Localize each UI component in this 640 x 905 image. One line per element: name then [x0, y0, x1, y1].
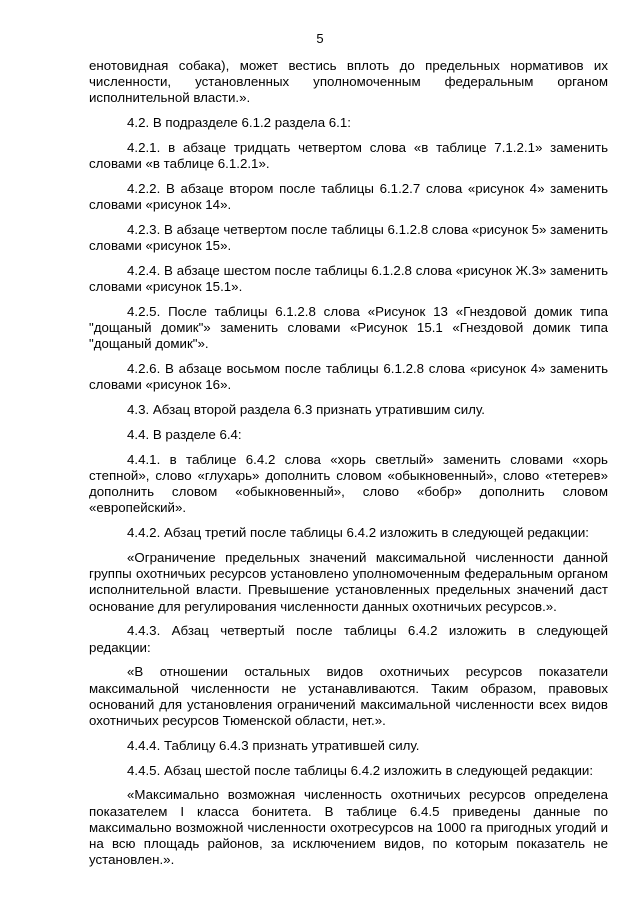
page-number: 5 — [316, 31, 324, 46]
paragraph-4-2-4: 4.2.4. В абзаце шестом после таблицы 6.1.2.8 слова «рисунок Ж.3» заменить словами «рисунок 15.1». — [89, 263, 608, 295]
paragraph-4-2-2: 4.2.2. В абзаце втором после таблицы 6.1.2.7 слова «рисунок 4» заменить словами «рисунок 14». — [89, 181, 608, 213]
paragraph-4-2-3: 4.2.3. В абзаце четвертом после таблицы 6.1.2.8 слова «рисунок 5» заменить словами «рисунок 15». — [89, 222, 608, 254]
paragraph-4-2-5: 4.2.5. После таблицы 6.1.2.8 слова «Рисунок 13 «Гнездовой домик типа "дощаный домик"» заменить словами «Рисунок 15.1 «Гнездовой домик типа "дощаный домик"». — [89, 304, 608, 352]
paragraph-4-4-4: 4.4.4. Таблицу 6.4.3 признать утратившей силу. — [127, 737, 420, 753]
quote-4-4-3: «В отношении остальных видов охотничьих ресурсов показатели максимальной численности не устанавливаются. Таким образом, правовых оснований для установления ограничений максимальной численности всех видов охотничьих ресурсов Тюменской области, нет.». — [89, 664, 608, 729]
paragraph-4-4: 4.4. В разделе 6.4: — [127, 427, 242, 442]
paragraph-continuation: енотовидная собака), может вестись вплоть до предельных нормативов их численности, установленных уполномоченным федеральным органом исполнительной власти.». — [89, 58, 608, 106]
paragraph-4-4-1: 4.4.1. в таблице 6.4.2 слова «хорь светлый» заменить словами «хорь степной», слово «глухарь» дополнить словом «обыкновенный», слово «тетерев» дополнить словом «обыкновенный», слово «бобр» дополнить словом «европейский». — [89, 451, 608, 516]
paragraph-4-4-5: 4.4.5. Абзац шестой после таблицы 6.4.2 изложить в следующей редакции: — [127, 762, 594, 778]
paragraph-4-4-2: 4.4.2. Абзац третий после таблицы 6.4.2 изложить в следующей редакции: — [127, 525, 589, 541]
paragraph-4-3: 4.3. Абзац второй раздела 6.3 признать утратившим силу. — [127, 402, 485, 418]
document-body — [89, 58, 608, 868]
paragraph-4-2-1: 4.2.1. в абзаце тридцать четвертом слова «в таблице 7.1.2.1» заменить словами «в таблице 6.1.2.1». — [89, 140, 608, 172]
paragraph-4-2-6: 4.2.6. В абзаце восьмом после таблицы 6.1.2.8 слова «рисунок 4» заменить словами «рисунок 16». — [89, 361, 608, 393]
quote-4-4-5: «Максимально возможная численность охотничьих ресурсов определена показателем I класса бонитета. В таблице 6.4.5 приведены данные по максимально возможной численности охотресурсов на 1000 га пригодных угодий и на всю площадь районов, за исключением видов, по которым показатель не установлен.». — [89, 787, 608, 868]
paragraph-4-2: 4.2. В подразделе 6.1.2 раздела 6.1: — [127, 115, 351, 131]
paragraph-4-4-3: 4.4.3. Абзац четвертый после таблицы 6.4.2 изложить в следующей редакции: — [89, 623, 608, 655]
quote-4-4-2: «Ограничение предельных значений максимальной численности данной группы охотничьих ресурсов установлено уполномоченным федеральным органом исполнительной власти. Превышение установленных предельных значений даст основание для регулирования численности данных охотничьих ресурсов.». — [89, 550, 608, 614]
